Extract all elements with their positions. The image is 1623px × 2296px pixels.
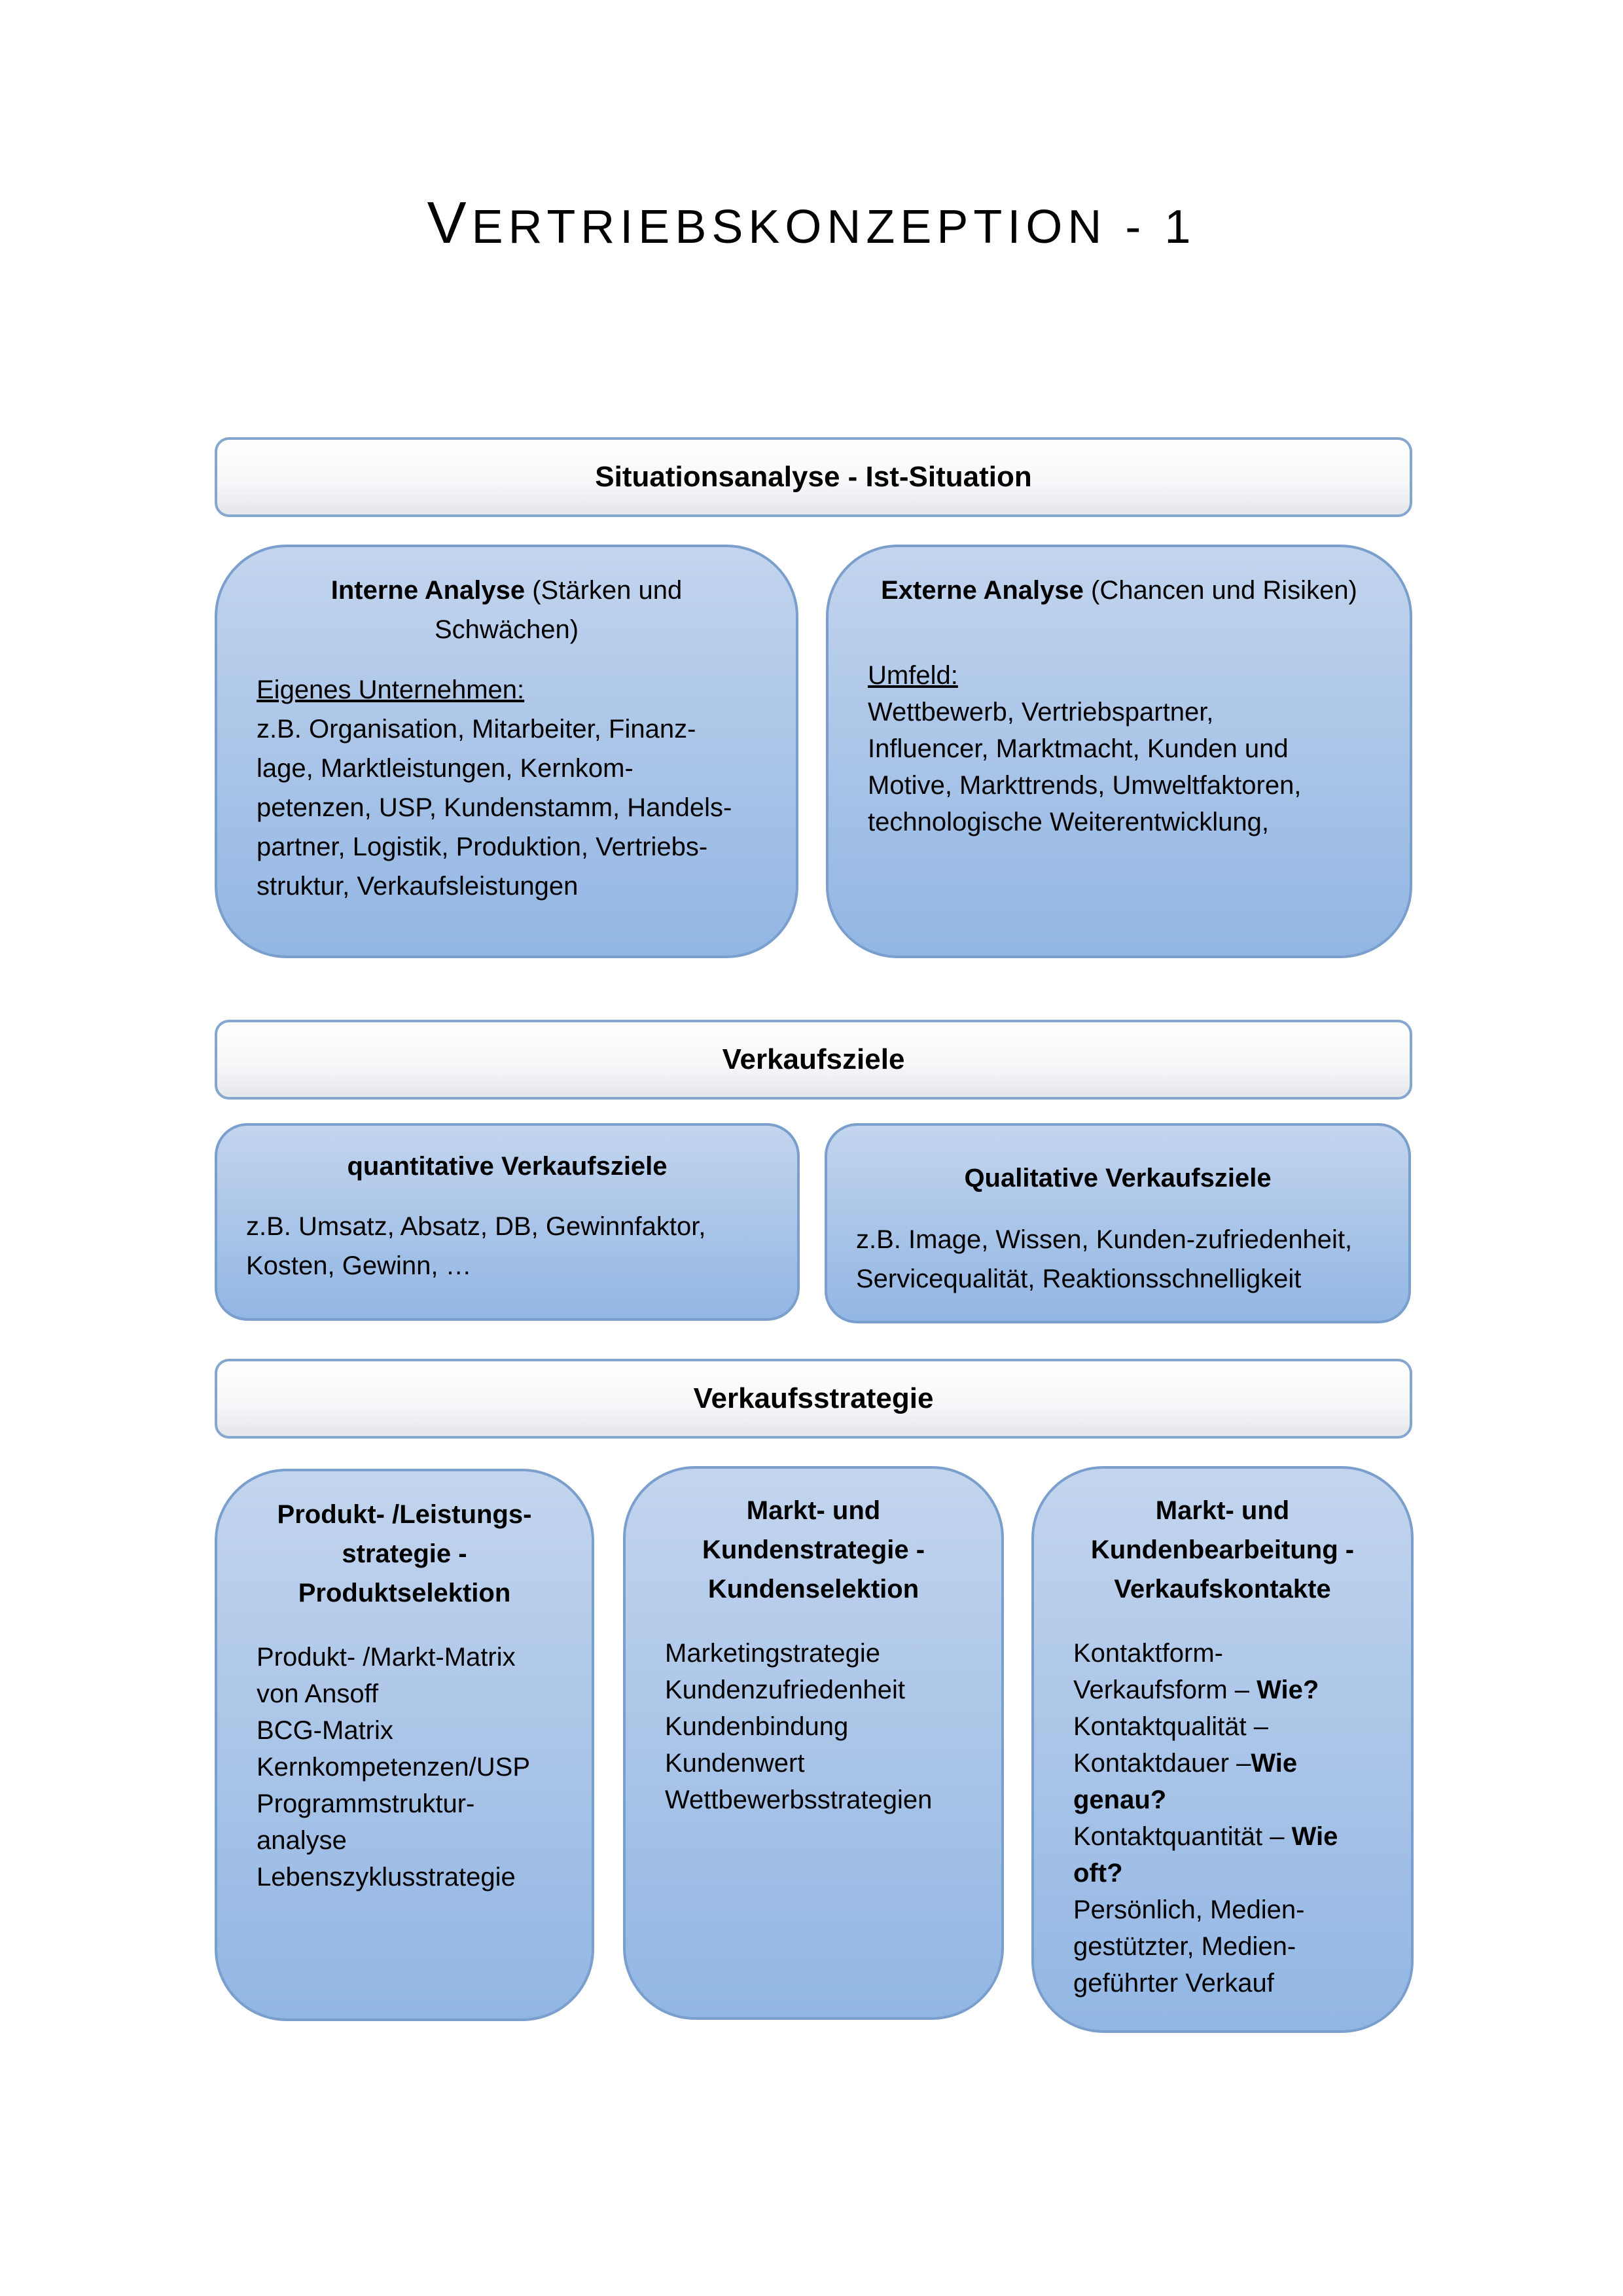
produkt-body: Produkt- /Markt-Matrix von Ansoff BCG-Matrix Kernkompetenzen/USP Programmstruktur- analyse Lebenszyklusstrategie [257,1643,531,1892]
box-kundenstrategie [623,1466,1004,2020]
kunden-head: Markt- und Kundenstrategie - Kundenselektion [702,1496,925,1604]
kunden-body: Marketingstrategie Kundenzufriedenheit Kundenbindung Kundenwert Wettbewerbsstrategien [665,1639,933,1814]
box-externe-analyse [826,545,1412,958]
bearbeitung-body: Kontaktform- Verkaufsform – Wie? Kontaktqualität – Kontaktdauer –Wie genau? Kontaktquantität – Wie oft? Persönlich, Medien- gestützter, Medien- geführter Verkauf [1073,1639,1338,1998]
band-verkaufsziele: Verkaufsziele [215,1020,1412,1100]
qual-head: Qualitative Verkaufsziele [964,1164,1272,1193]
box-qualitative-verkaufsziele [825,1123,1411,1323]
quant-body: z.B. Umsatz, Absatz, DB, Gewinnfaktor, Kosten, Gewinn, … [246,1212,706,1280]
qual-body: z.B. Image, Wissen, Kunden-zufriedenheit, Servicequalität, Reaktionsschnelligkeit [856,1225,1353,1293]
box-produktstrategie [215,1469,594,2021]
externe-head: Externe Analyse (Chancen und Risiken) [881,576,1357,605]
bearbeitung-head: Markt- und Kundenbearbeitung - Verkaufskontakte [1090,1496,1355,1604]
band-verkaufsstrategie: Verkaufsstrategie [215,1359,1412,1439]
externe-body: Umfeld: Wettbewerb, Vertriebspartner, Influencer, Marktmacht, Kunden und Motive, Markttrends, Umweltfaktoren, technologische Weiterentwicklung, [868,661,1302,836]
band-situationsanalyse: Situationsanalyse - Ist-Situation [215,437,1412,517]
page-title: VERTRIEBSKONZEPTION - 1 [427,190,1196,256]
interne-head: Interne Analyse (Stärken und Schwächen) [330,576,683,644]
produkt-head: Produkt- /Leistungs- strategie - Produktselektion [277,1500,532,1607]
box-interne-analyse [215,545,798,958]
box-quantitative-verkaufsziele [215,1123,800,1321]
box-kundenbearbeitung [1031,1466,1414,2033]
quant-head: quantitative Verkaufsziele [347,1152,668,1181]
interne-body: Eigenes Unternehmen: z.B. Organisation, Mitarbeiter, Finanz- lage, Marktleistungen, Kernkom- petenzen, USP, Kundenstamm, Handels- partner, Logistik, Produktion, Vertriebs- struktur, Verkaufsleistungen [257,675,732,901]
